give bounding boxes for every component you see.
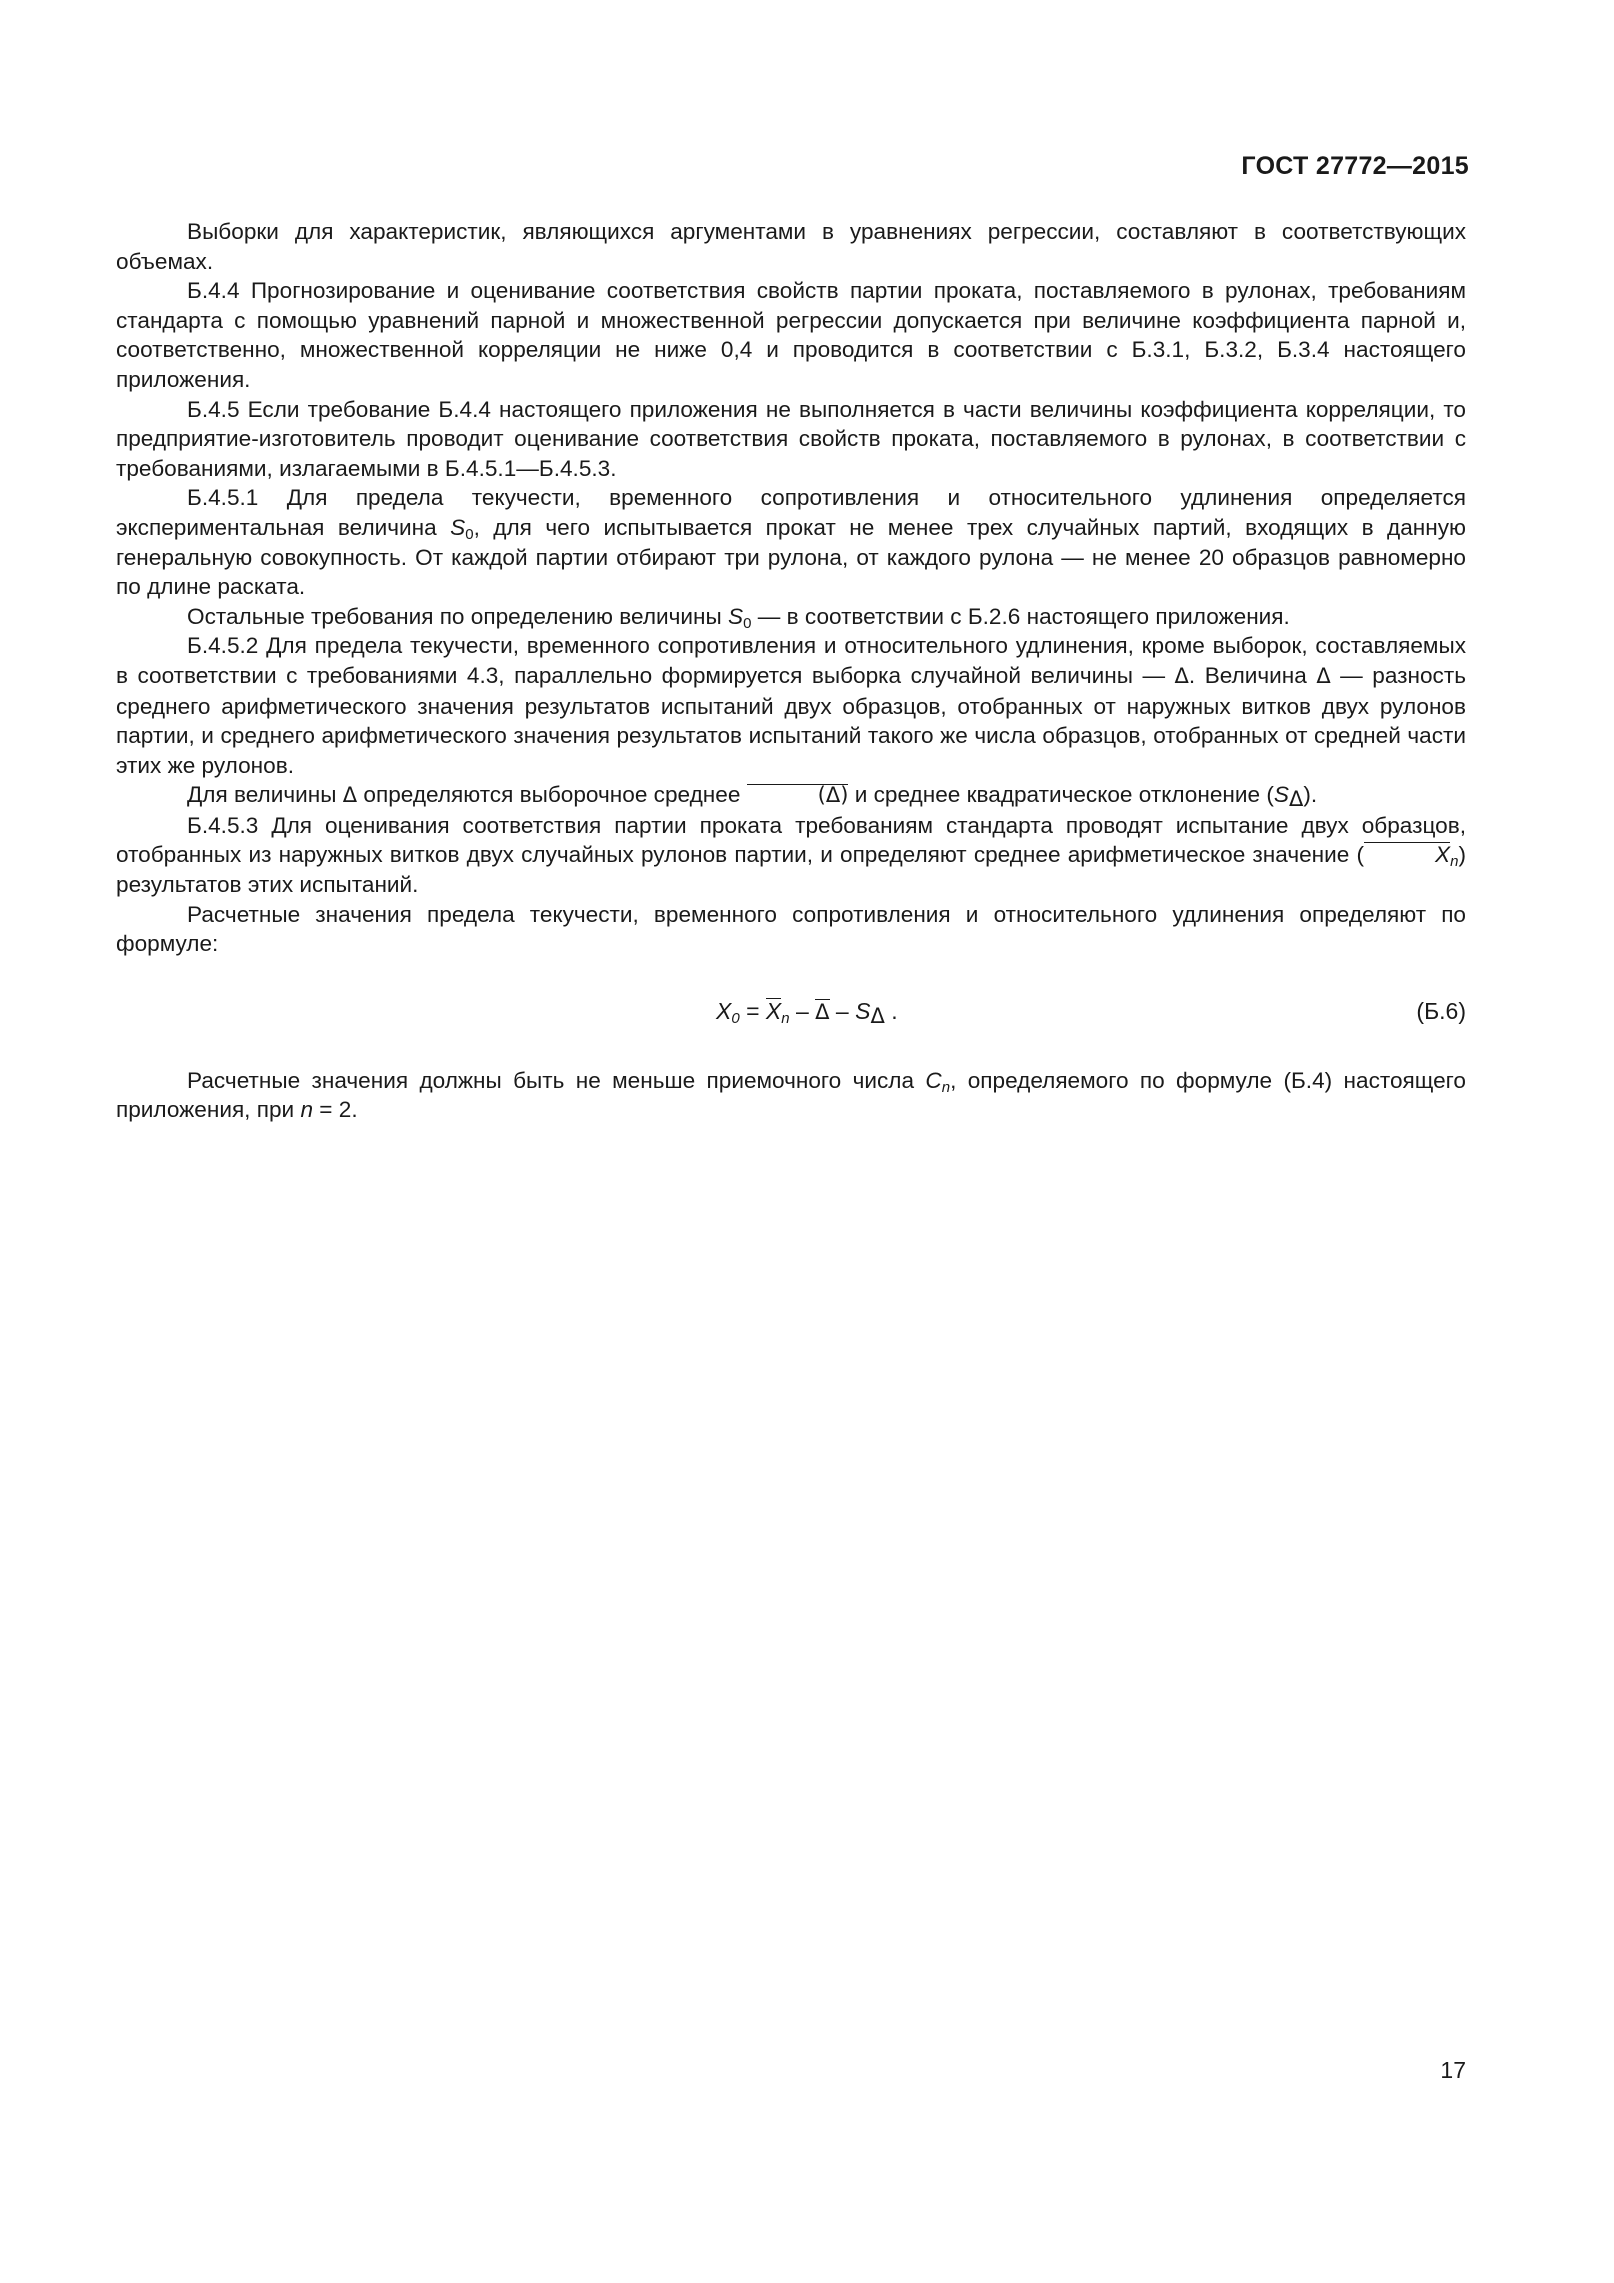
text-run: Б.4.5.2 Для предела текучести, временного сопротивления и относительного удлинения, кроме выборок, составляемых в соответствии с требованиями 4.3, параллельно формируется выборка случайной величины — [116, 633, 1466, 688]
delta-symbol: Δ [1174, 663, 1189, 688]
symbol-s: S [450, 514, 466, 540]
paragraph-b-4-5: Б.4.5 Если требование Б.4.4 настоящего приложения не выполняется в части величины коэффициента корреляции, то предприятие-изготовитель проводит оценивание соответствия свойств проката, поставляемого в рулонах, в соответствии с требованиями, излагаемыми в Б.4.5.1—Б.4.5.3. [116, 396, 1466, 481]
paren-close: ) [1458, 842, 1466, 868]
subscript: 0 [731, 1009, 740, 1027]
paragraph [116, 602, 1466, 632]
symbol-s: S [1273, 782, 1289, 808]
text-run: Б.4.5.3 Для оценивания соответствия партии проката требованиям стандарта проводят испытание двух образцов, отобранных из наружных витков двух случайных рулонов партии, и определяют среднее арифметическое значение [116, 812, 1466, 868]
formula-end: . [884, 997, 898, 1024]
symbol-x-mean: X [765, 997, 782, 1024]
subscript: 0 [743, 614, 752, 632]
subscript: n [1450, 853, 1459, 871]
text-run: результатов этих испытаний. [116, 872, 419, 898]
mean-delta-symbol: (Δ) [747, 784, 849, 805]
page-number: 17 [1440, 2057, 1466, 2083]
text-run: Расчетные значения должны быть не меньше приемочного числа [187, 1067, 926, 1093]
mean-delta-symbol: Δ [815, 999, 830, 1024]
symbol-x-mean: X [1364, 842, 1450, 866]
document-body [116, 217, 1466, 1125]
text-run: Для величины [187, 782, 343, 808]
paragraph-b-4-5-1 [116, 483, 1466, 601]
text-run: определяются выборочное среднее [357, 782, 747, 808]
paragraph [116, 780, 1466, 811]
text-run: Остальные требования по определению величины [187, 603, 729, 629]
text-run: — в соответствии с Б.2.6 настоящего приложения. [751, 603, 1290, 629]
subscript: 0 [465, 525, 474, 543]
subscript: n [781, 1009, 790, 1027]
text-run: , определяемого по формуле (Б.4) настоящего приложения, при [116, 1067, 1466, 1123]
paren-open: ( [1356, 842, 1365, 868]
minus-sign: – [789, 997, 816, 1024]
delta-symbol: Δ [342, 783, 358, 808]
symbol-x: X [716, 997, 732, 1024]
symbol-s: S [855, 997, 871, 1024]
paragraph-b-4-4: Б.4.4 Прогнозирование и оценивание соответствия свойств партии проката, поставляемого в рулонах, требованиям стандарта с помощью уравнений парной и множественной регрессии допускается при величине коэффициента парной и, соответственно, множественной корреляции не ниже 0,4 и проводится в соответствии с Б.3.1, Б.3.2, Б.3.4 настоящего приложения. [116, 278, 1466, 392]
subscript: n [941, 1078, 951, 1096]
text-run: Б.4.5.1 Для предела текучести, временного сопротивления и относительного удлинения определяется экспериментальная величина [116, 485, 1466, 540]
symbol-s: S [728, 603, 744, 629]
formula-expression [716, 997, 898, 1027]
delta-symbol: Δ [1316, 663, 1331, 688]
formula-number: (Б.6) [1416, 997, 1466, 1024]
paragraph-b-4-5-2 [116, 631, 1466, 780]
text-run: и среднее квадратическое отклонение ( [848, 782, 1274, 808]
text-run: . Величина [1188, 662, 1317, 688]
formula-b-6 [116, 991, 1466, 1039]
equals-sign: = [739, 997, 766, 1024]
text-run: ). [1303, 782, 1318, 808]
text-run: — разность среднего арифметического значения результатов испытаний двух образцов, отобранных от наружных витков двух рулонов партии, и среднего арифметического значения результатов испытаний такого же числа образцов, отобранных от средней части этих же рулонов. [116, 662, 1466, 778]
text-run: = 2. [313, 1097, 358, 1123]
paragraph-b-4-5-3 [116, 811, 1466, 900]
symbol-c: C [925, 1067, 942, 1093]
text-run: , для чего испытывается прокат не менее трех случайных партий, входящих в данную генеральную совокупность. От каждой партии отбирают три рулона, от каждого рулона — не менее 20 образцов равномерно по длине раската. [116, 514, 1466, 600]
subscript: Δ [1288, 787, 1304, 812]
subscript: Δ [870, 1003, 885, 1028]
paragraph: Выборки для характеристик, являющихся аргументами в уравнениях регрессии, составляют в соответствующих объемах. [116, 219, 1466, 274]
paragraph [116, 1066, 1466, 1125]
paragraph: Расчетные значения предела текучести, временного сопротивления и относительного удлинения определяют по формуле: [116, 901, 1466, 957]
document-header: ГОСТ 27772—2015 [1241, 152, 1469, 180]
minus-sign: – [829, 997, 856, 1024]
symbol-n: n [300, 1097, 314, 1123]
